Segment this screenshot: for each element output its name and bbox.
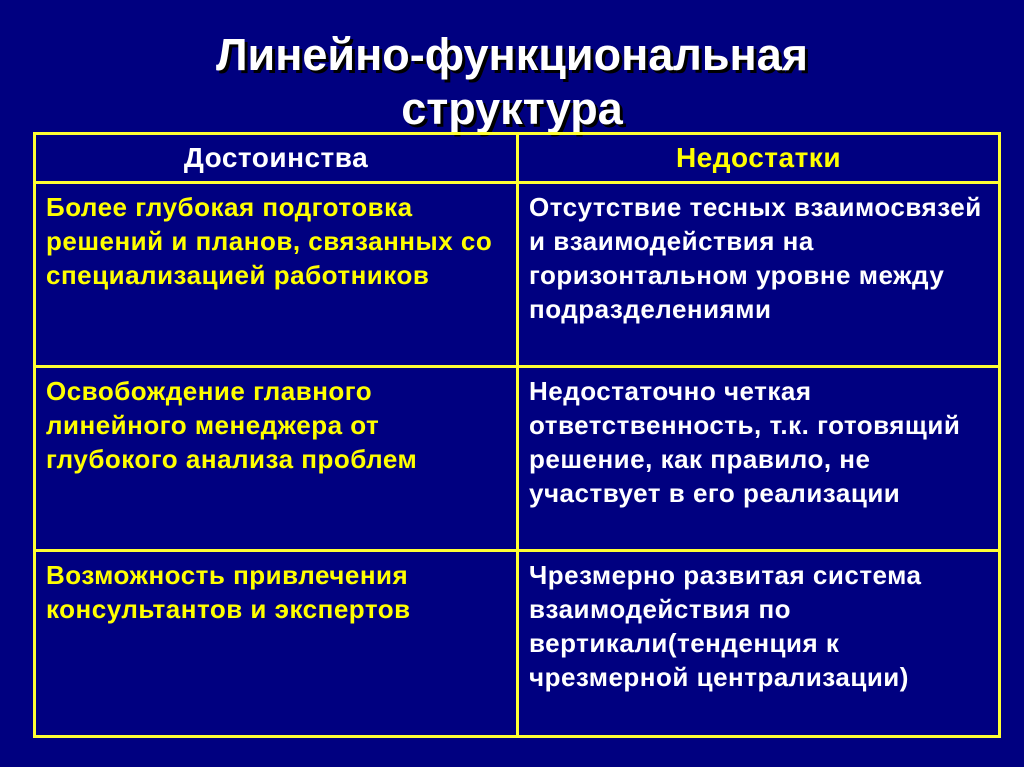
advantage-cell: Возможность привлечения консультантов и экспертов (35, 550, 518, 736)
slide-title-line-2: структура (401, 83, 623, 134)
comparison-table-container (33, 132, 998, 738)
advantage-cell: Более глубокая подготовка решений и планов, связанных со специализацией работников (35, 183, 518, 367)
advantage-cell: Освобождение главного линейного менеджера от глубокого анализа проблем (35, 366, 518, 550)
table-row (35, 550, 1000, 736)
advantages-header: Достоинства (35, 134, 518, 183)
table-header-row (35, 134, 1000, 183)
disadvantage-cell: Отсутствие тесных взаимосвязей и взаимодействия на горизонтальном уровне между подразделениями (518, 183, 1000, 367)
slide-title (0, 28, 1024, 136)
disadvantages-header: Недостатки (518, 134, 1000, 183)
disadvantage-cell: Недостаточно четкая ответственность, т.к. готовящий решение, как правило, не участвует в его реализации (518, 366, 1000, 550)
slide-title-line-1: Линейно-функциональная (215, 29, 808, 80)
disadvantage-cell: Чрезмерно развитая система взаимодействия по вертикали(тенденция к чрезмерной централизации) (518, 550, 1000, 736)
table-row (35, 183, 1000, 367)
table-row (35, 366, 1000, 550)
comparison-table (33, 132, 1001, 738)
